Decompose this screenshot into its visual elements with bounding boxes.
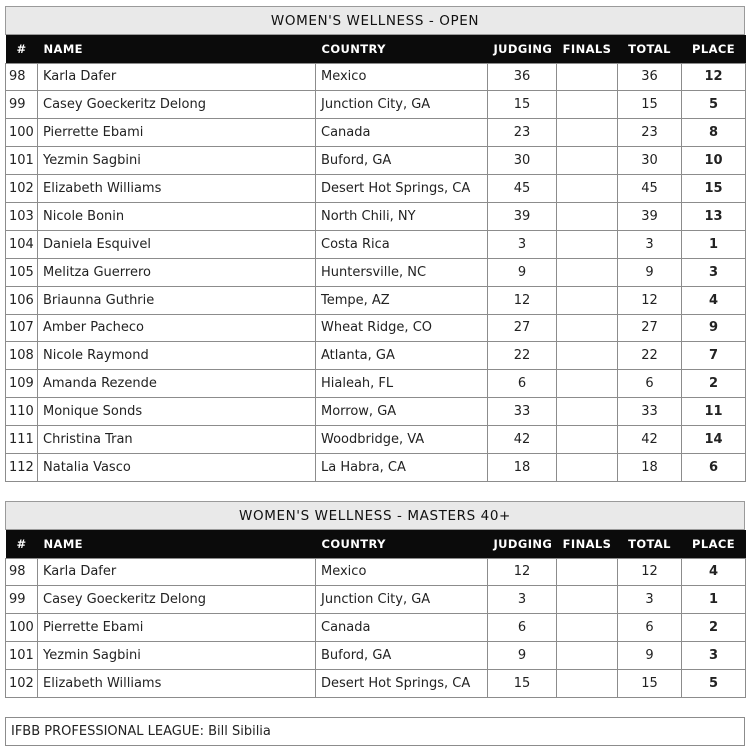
- cell-total: 6: [618, 614, 682, 642]
- results-table: [5, 530, 746, 698]
- cell-country: Wheat Ridge, CO: [316, 314, 488, 342]
- cell-place: 3: [682, 642, 746, 670]
- cell-country: Mexico: [316, 558, 488, 586]
- cell-total: 30: [618, 147, 682, 175]
- cell-place: 8: [682, 119, 746, 147]
- cell-number: 101: [6, 642, 38, 670]
- cell-place: 4: [682, 558, 746, 586]
- cell-number: 106: [6, 286, 38, 314]
- column-header-total: TOTAL: [628, 536, 671, 551]
- cell-judging: 9: [488, 258, 557, 286]
- cell-country: Mexico: [316, 63, 488, 91]
- column-header-country: COUNTRY: [321, 41, 386, 56]
- cell-total: 12: [618, 286, 682, 314]
- cell-number: 108: [6, 342, 38, 370]
- cell-name: Daniela Esquivel: [38, 230, 316, 258]
- cell-country: Junction City, GA: [316, 91, 488, 119]
- cell-number: 107: [6, 314, 38, 342]
- cell-finals: [557, 370, 618, 398]
- cell-number: 105: [6, 258, 38, 286]
- column-header-finals: FINALS: [562, 41, 612, 56]
- cell-finals: [557, 558, 618, 586]
- cell-total: 18: [618, 453, 682, 481]
- cell-name: Briaunna Guthrie: [38, 286, 316, 314]
- cell-country: Buford, GA: [316, 147, 488, 175]
- column-header-number: #: [16, 41, 27, 56]
- cell-judging: 6: [488, 614, 557, 642]
- footer-credit: [5, 717, 745, 746]
- cell-judging: 3: [488, 586, 557, 614]
- cell-total: 23: [618, 119, 682, 147]
- cell-country: Costa Rica: [316, 230, 488, 258]
- cell-name: Amanda Rezende: [38, 370, 316, 398]
- column-header-country: COUNTRY: [321, 536, 386, 551]
- cell-finals: [557, 147, 618, 175]
- cell-total: 9: [618, 258, 682, 286]
- column-header-judging: JUDGING: [493, 536, 553, 551]
- cell-number: 100: [6, 614, 38, 642]
- table-row: [6, 63, 746, 91]
- cell-number: 101: [6, 147, 38, 175]
- table-row: [6, 558, 746, 586]
- results-section-open: [5, 6, 745, 482]
- cell-country: Canada: [316, 119, 488, 147]
- cell-place: 2: [682, 614, 746, 642]
- cell-finals: [557, 670, 618, 698]
- cell-country: Tempe, AZ: [316, 286, 488, 314]
- cell-finals: [557, 642, 618, 670]
- table-row: [6, 175, 746, 203]
- cell-place: 4: [682, 286, 746, 314]
- cell-place: 6: [682, 453, 746, 481]
- cell-name: Casey Goeckeritz Delong: [38, 586, 316, 614]
- table-row: [6, 453, 746, 481]
- cell-place: 14: [682, 426, 746, 454]
- cell-country: Huntersville, NC: [316, 258, 488, 286]
- cell-finals: [557, 453, 618, 481]
- column-header-judging: JUDGING: [493, 41, 553, 56]
- cell-total: 15: [618, 670, 682, 698]
- cell-finals: [557, 230, 618, 258]
- cell-country: Buford, GA: [316, 642, 488, 670]
- cell-judging: 9: [488, 642, 557, 670]
- table-row: [6, 91, 746, 119]
- cell-place: 1: [682, 586, 746, 614]
- cell-finals: [557, 614, 618, 642]
- cell-name: Pierrette Ebami: [38, 614, 316, 642]
- column-header-place: PLACE: [692, 41, 735, 56]
- cell-total: 42: [618, 426, 682, 454]
- cell-judging: 39: [488, 202, 557, 230]
- cell-total: 3: [618, 230, 682, 258]
- table-row: [6, 286, 746, 314]
- cell-name: Monique Sonds: [38, 398, 316, 426]
- cell-number: 99: [6, 586, 38, 614]
- cell-total: 36: [618, 63, 682, 91]
- cell-total: 3: [618, 586, 682, 614]
- cell-judging: 12: [488, 286, 557, 314]
- cell-number: 102: [6, 670, 38, 698]
- table-row: [6, 370, 746, 398]
- cell-judging: 22: [488, 342, 557, 370]
- cell-total: 39: [618, 202, 682, 230]
- cell-country: Desert Hot Springs, CA: [316, 175, 488, 203]
- cell-total: 6: [618, 370, 682, 398]
- cell-country: Hialeah, FL: [316, 370, 488, 398]
- column-header-name: NAME: [43, 41, 83, 56]
- cell-number: 103: [6, 202, 38, 230]
- cell-place: 13: [682, 202, 746, 230]
- cell-country: Morrow, GA: [316, 398, 488, 426]
- cell-finals: [557, 119, 618, 147]
- cell-name: Pierrette Ebami: [38, 119, 316, 147]
- cell-name: Yezmin Sagbini: [38, 642, 316, 670]
- cell-place: 7: [682, 342, 746, 370]
- cell-number: 104: [6, 230, 38, 258]
- cell-place: 11: [682, 398, 746, 426]
- cell-judging: 30: [488, 147, 557, 175]
- cell-judging: 36: [488, 63, 557, 91]
- table-row: [6, 670, 746, 698]
- cell-place: 12: [682, 63, 746, 91]
- cell-finals: [557, 314, 618, 342]
- footer-text: IFBB PROFESSIONAL LEAGUE: Bill Sibilia: [11, 724, 271, 739]
- table-row: [6, 614, 746, 642]
- cell-place: 3: [682, 258, 746, 286]
- cell-finals: [557, 175, 618, 203]
- cell-judging: 23: [488, 119, 557, 147]
- cell-total: 22: [618, 342, 682, 370]
- table-header-row: [6, 530, 746, 558]
- cell-number: 100: [6, 119, 38, 147]
- cell-country: Junction City, GA: [316, 586, 488, 614]
- cell-judging: 12: [488, 558, 557, 586]
- cell-finals: [557, 398, 618, 426]
- cell-place: 2: [682, 370, 746, 398]
- results-section-masters: [5, 501, 745, 698]
- cell-name: Natalia Vasco: [38, 453, 316, 481]
- cell-name: Elizabeth Williams: [38, 175, 316, 203]
- table-row: [6, 202, 746, 230]
- column-header-finals: FINALS: [562, 536, 612, 551]
- cell-total: 15: [618, 91, 682, 119]
- cell-number: 109: [6, 370, 38, 398]
- section-title: WOMEN'S WELLNESS - OPEN: [5, 6, 745, 35]
- cell-total: 33: [618, 398, 682, 426]
- cell-judging: 15: [488, 91, 557, 119]
- cell-place: 10: [682, 147, 746, 175]
- cell-judging: 6: [488, 370, 557, 398]
- cell-place: 1: [682, 230, 746, 258]
- column-header-number: #: [16, 536, 27, 551]
- table-row: [6, 314, 746, 342]
- table-row: [6, 119, 746, 147]
- cell-place: 5: [682, 670, 746, 698]
- column-header-name: NAME: [43, 536, 83, 551]
- cell-number: 98: [6, 63, 38, 91]
- cell-name: Karla Dafer: [38, 63, 316, 91]
- cell-country: Canada: [316, 614, 488, 642]
- table-row: [6, 147, 746, 175]
- cell-number: 112: [6, 453, 38, 481]
- cell-place: 5: [682, 91, 746, 119]
- cell-number: 99: [6, 91, 38, 119]
- cell-name: Casey Goeckeritz Delong: [38, 91, 316, 119]
- table-row: [6, 586, 746, 614]
- cell-judging: 18: [488, 453, 557, 481]
- results-table: [5, 35, 746, 482]
- cell-judging: 27: [488, 314, 557, 342]
- cell-place: 15: [682, 175, 746, 203]
- table-row: [6, 642, 746, 670]
- table-header-row: [6, 35, 746, 63]
- cell-total: 9: [618, 642, 682, 670]
- cell-finals: [557, 63, 618, 91]
- cell-name: Amber Pacheco: [38, 314, 316, 342]
- cell-name: Christina Tran: [38, 426, 316, 454]
- cell-finals: [557, 91, 618, 119]
- cell-country: North Chili, NY: [316, 202, 488, 230]
- column-header-place: PLACE: [692, 536, 735, 551]
- cell-judging: 45: [488, 175, 557, 203]
- cell-place: 9: [682, 314, 746, 342]
- table-row: [6, 398, 746, 426]
- column-header-total: TOTAL: [628, 41, 671, 56]
- table-row: [6, 426, 746, 454]
- cell-total: 12: [618, 558, 682, 586]
- cell-name: Nicole Raymond: [38, 342, 316, 370]
- cell-country: Woodbridge, VA: [316, 426, 488, 454]
- cell-judging: 15: [488, 670, 557, 698]
- cell-total: 45: [618, 175, 682, 203]
- cell-judging: 3: [488, 230, 557, 258]
- cell-name: Elizabeth Williams: [38, 670, 316, 698]
- cell-name: Karla Dafer: [38, 558, 316, 586]
- cell-number: 102: [6, 175, 38, 203]
- cell-finals: [557, 202, 618, 230]
- cell-name: Melitza Guerrero: [38, 258, 316, 286]
- section-title: WOMEN'S WELLNESS - MASTERS 40+: [5, 501, 745, 530]
- cell-country: Desert Hot Springs, CA: [316, 670, 488, 698]
- cell-finals: [557, 342, 618, 370]
- cell-number: 98: [6, 558, 38, 586]
- table-row: [6, 342, 746, 370]
- cell-judging: 33: [488, 398, 557, 426]
- cell-country: Atlanta, GA: [316, 342, 488, 370]
- cell-judging: 42: [488, 426, 557, 454]
- cell-total: 27: [618, 314, 682, 342]
- cell-finals: [557, 286, 618, 314]
- cell-number: 110: [6, 398, 38, 426]
- table-row: [6, 258, 746, 286]
- cell-finals: [557, 586, 618, 614]
- cell-finals: [557, 258, 618, 286]
- cell-number: 111: [6, 426, 38, 454]
- cell-country: La Habra, CA: [316, 453, 488, 481]
- cell-finals: [557, 426, 618, 454]
- table-row: [6, 230, 746, 258]
- cell-name: Yezmin Sagbini: [38, 147, 316, 175]
- cell-name: Nicole Bonin: [38, 202, 316, 230]
